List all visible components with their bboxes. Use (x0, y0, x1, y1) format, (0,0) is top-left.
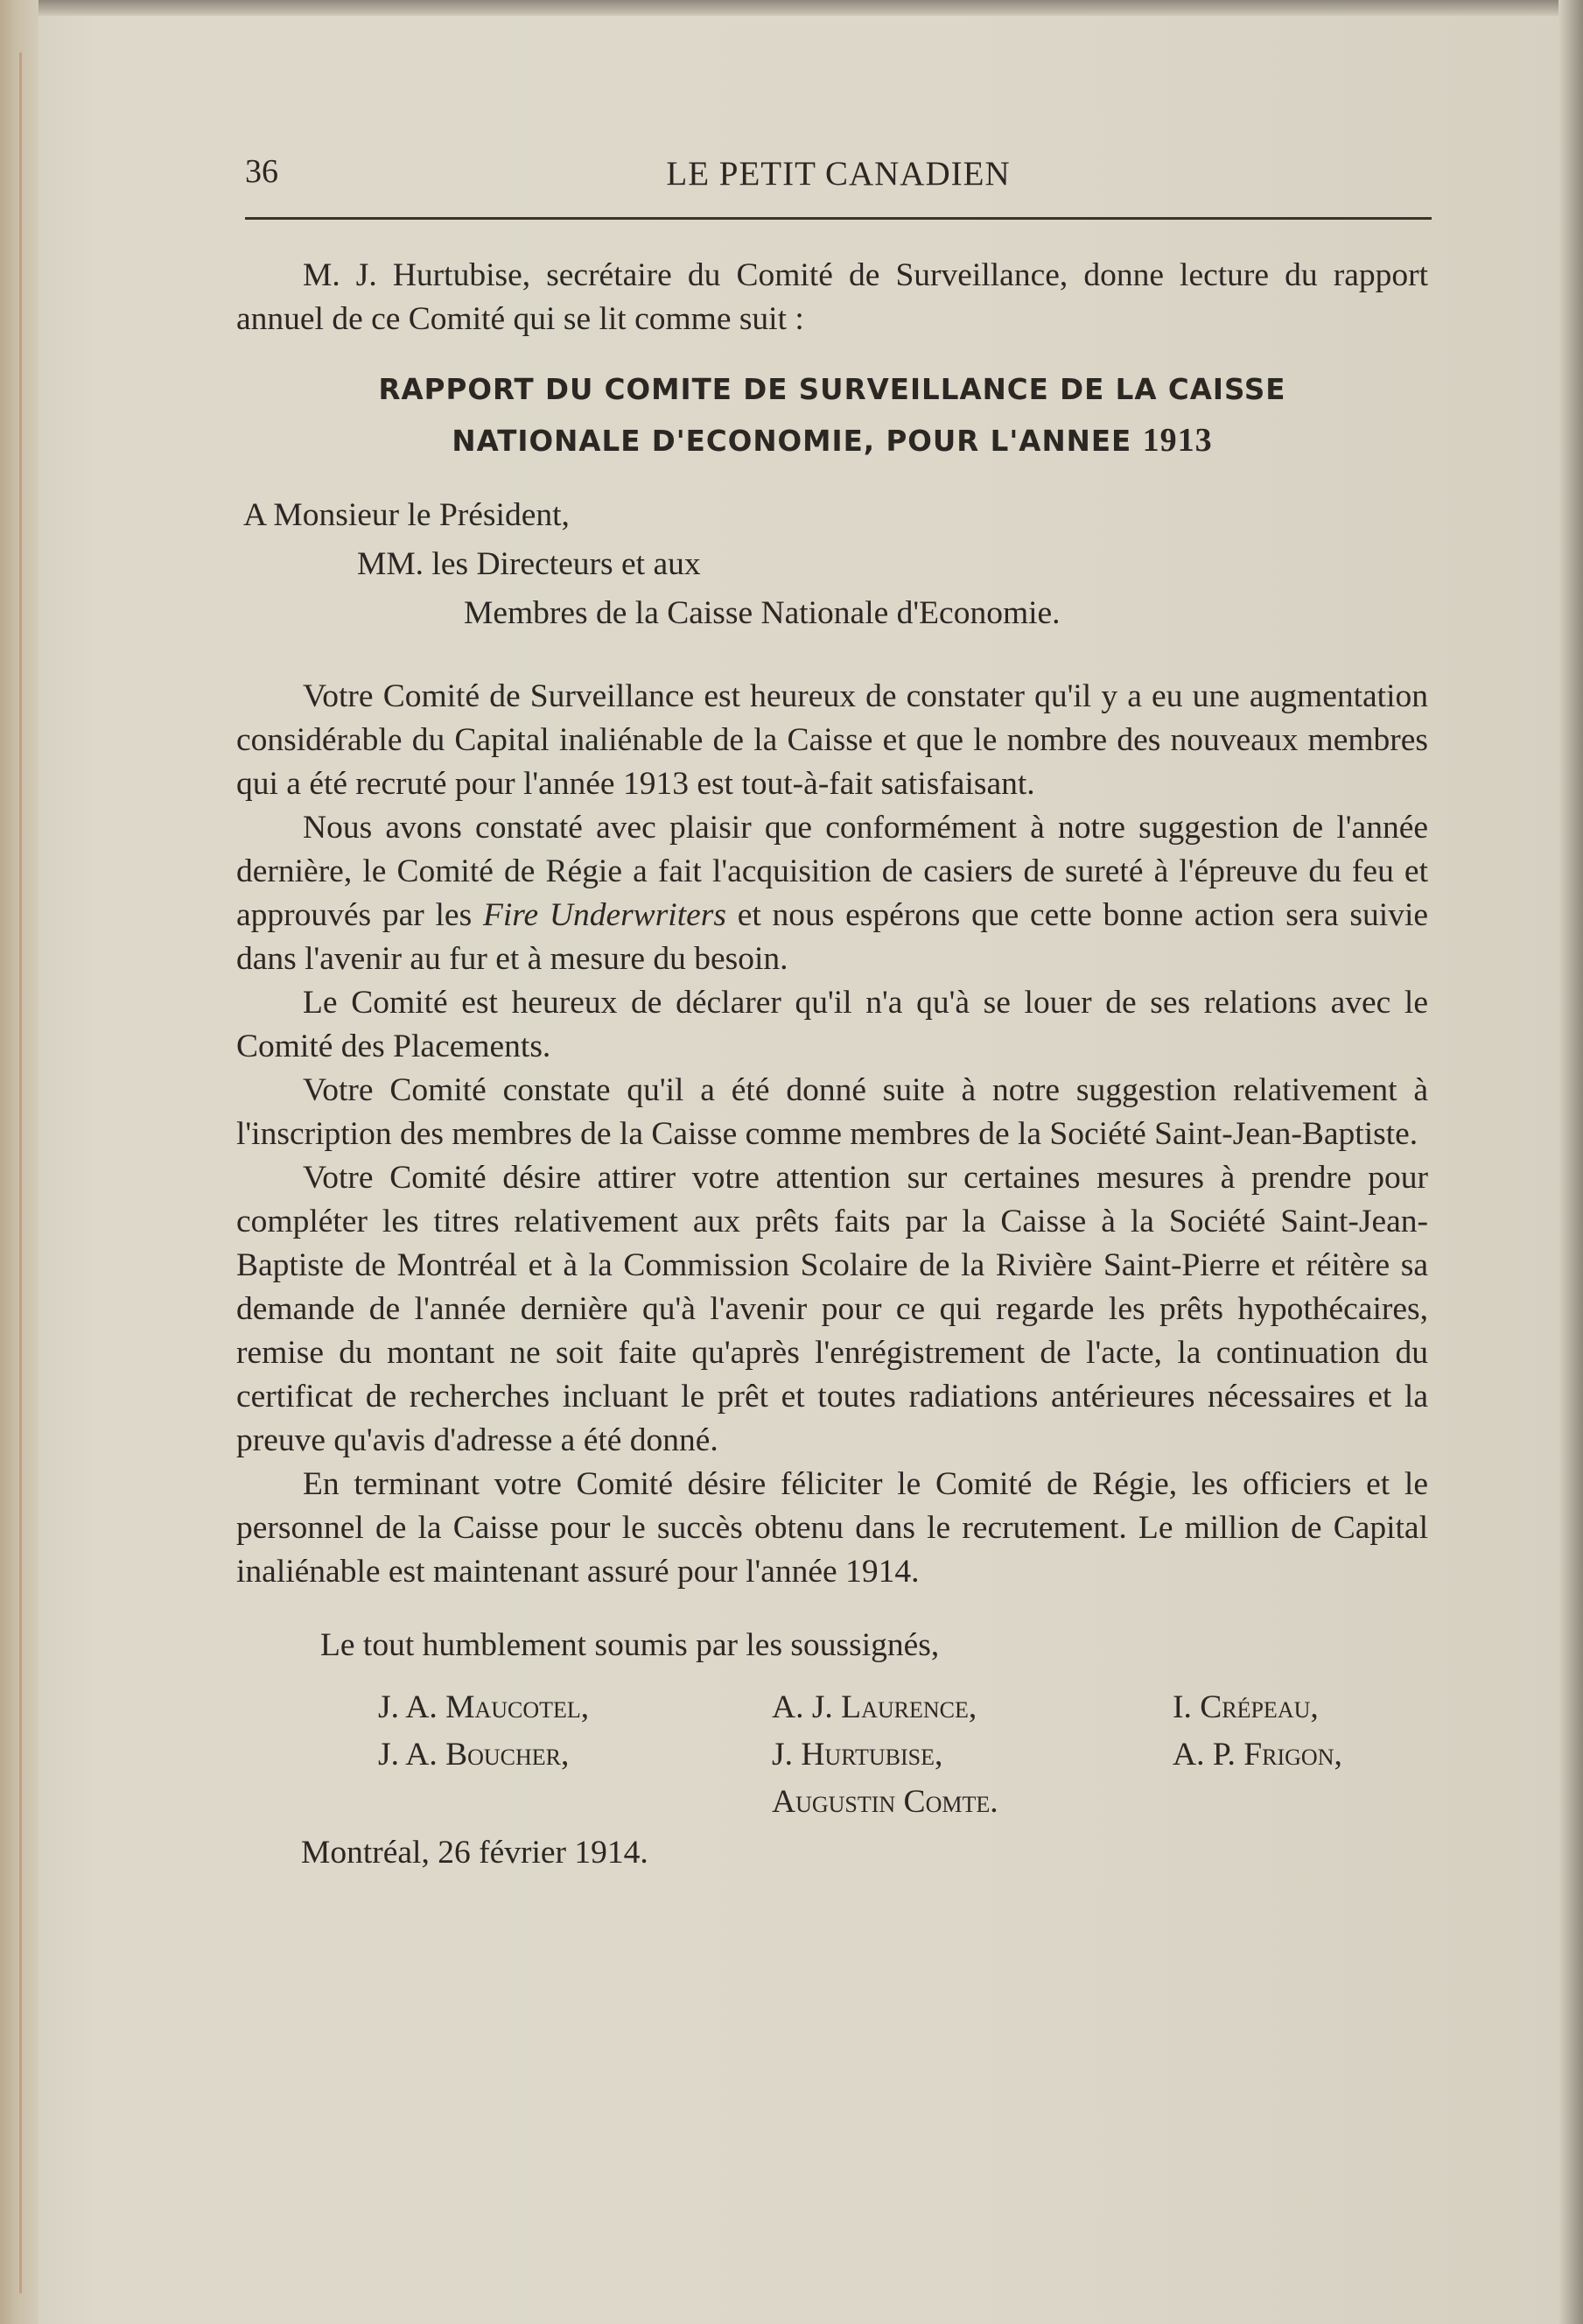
page-header (245, 147, 1432, 200)
report-title (236, 364, 1428, 467)
paragraph-1: Votre Comité de Surveillance est heureux de constater qu'il y a eu une augmentation considérable du Capital inaliénable de la Caisse et que le nombre des nouveaux membres qui a été recruté pour l'année 1913 est tout-à-fait satisfaisant. (236, 678, 1428, 802)
signatory-6: A. P. Frigon, (1173, 1737, 1342, 1773)
signatory-3: I. Crépeau, (1173, 1689, 1319, 1725)
signatures-block (236, 1689, 1428, 1829)
running-title: LE PETIT CANADIEN (666, 155, 1011, 193)
address-block (236, 491, 1428, 638)
address-line-1: A Monsieur le Président, (243, 497, 570, 533)
signatory-2: A. J. Laurence, (772, 1689, 977, 1725)
page-number: 36 (245, 153, 278, 190)
binding-edge (19, 53, 22, 2293)
paragraph-2 (236, 806, 1428, 981)
paragraph-2-text-a: Nous avons constaté avec plaisir que conformément à notre suggestion de l'année dernière, le Comité de Régie a fait l'acquisition de casiers de sureté à l'épreuve du feu et approuvés par les (236, 810, 1428, 933)
signatory-5: J. Hurtubise, (772, 1737, 943, 1773)
paragraph-6: En terminant votre Comité désire féliciter le Comité de Régie, les officiers et le personnel de la Caisse pour le succès obtenu dans le recrutement. Le million de Capital inaliénable est maintenant assuré pour l'année 1914. (236, 1466, 1428, 1590)
closing-line: Le tout humblement soumis par les soussignés, (320, 1627, 940, 1663)
paragraph-2-text-b: et nous espérons que cette bonne action sera suivie dans l'avenir au fur et à mesure du besoin. (236, 897, 1429, 977)
address-line-3: Membres de la Caisse Nationale d'Economie. (464, 595, 1061, 631)
header-rule (245, 217, 1432, 220)
signatory-4: J. A. Boucher, (378, 1737, 570, 1773)
page-right-edge (1558, 0, 1583, 2324)
paragraph-2-italic: Fire Underwriters (482, 897, 726, 933)
signatory-7: Augustin Comte. (772, 1784, 998, 1820)
paragraph-4: Votre Comité constate qu'il a été donné suite à notre suggestion relativement à l'inscription des membres de la Caisse comme membres de la Société Saint-Jean-Baptiste. (236, 1072, 1428, 1152)
report-title-line-2-text: NATIONALE D'ECONOMIE, POUR L'ANNEE (452, 425, 1132, 458)
page-top-edge (0, 0, 1583, 16)
place-and-date: Montréal, 26 février 1914. (301, 1835, 648, 1871)
report-title-line-1: RAPPORT DU COMITE DE SURVEILLANCE DE LA CAISSE (378, 373, 1286, 406)
paragraph-3: Le Comité est heureux de déclarer qu'il n'a qu'à se louer de ses relations avec le Comité des Placements. (236, 985, 1428, 1064)
report-title-year: 1913 (1142, 422, 1213, 459)
paragraph-5: Votre Comité désire attirer votre attention sur certaines mesures à prendre pour compléter les titres relativement aux prêts faits par la Caisse à la Société Saint-Jean-Baptiste de Montréal et à la Commission Scolaire de la Rivière Saint-Pierre et réitère sa demande de l'année dernière qu'à l'avenir pour ce qui regarde les prêts hypothécaires, remise du montant ne soit faite qu'après l'enrégistrement de l'acte, la continuation du certificat de recherches incluant le prêt et toutes radiations antérieures nécessaires et la preuve qu'avis d'adresse a été donné. (236, 1160, 1428, 1458)
report-body (236, 675, 1428, 1594)
signatory-1: J. A. Maucotel, (378, 1689, 590, 1725)
page-body (236, 254, 1428, 1871)
intro-paragraph: M. J. Hurtubise, secrétaire du Comité de Surveillance, donne lecture du rapport annuel de ce Comité qui se lit comme suit : (236, 257, 1428, 337)
report-title-line-2 (236, 415, 1428, 467)
address-line-2: MM. les Directeurs et aux (357, 546, 701, 582)
